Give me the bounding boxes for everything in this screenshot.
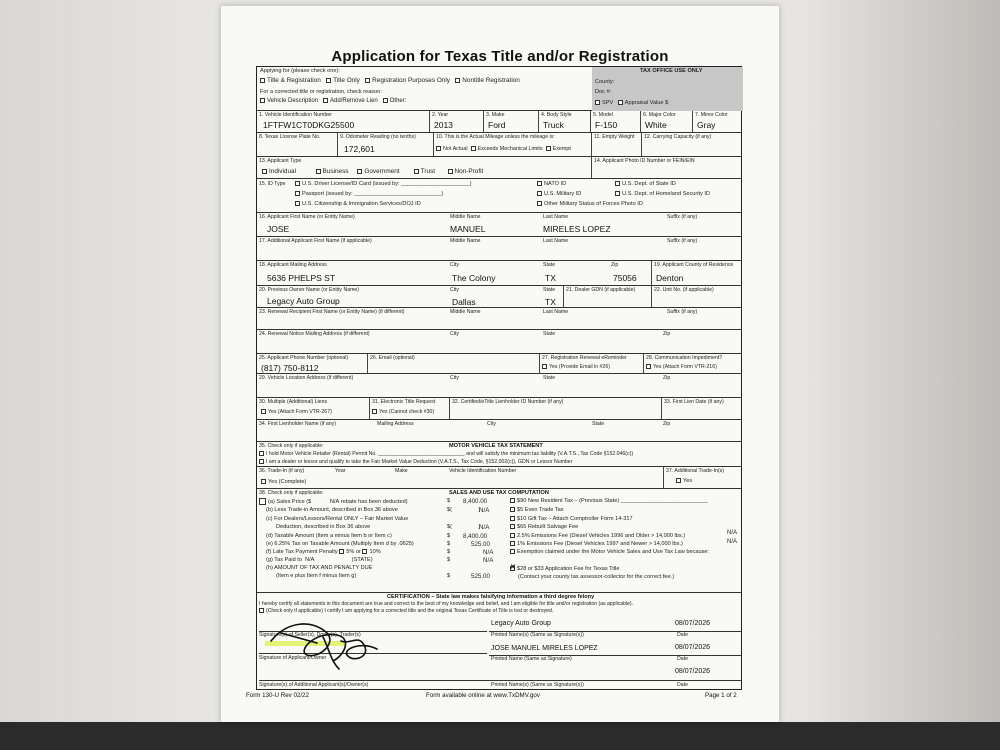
corrected-label: For a corrected title or registration, check reason: (260, 89, 382, 95)
currency-sign: $ (447, 557, 451, 563)
minor-color-label: 7. Minor Color (695, 112, 728, 118)
id-left-0: U.S. Driver License/ID Card (issued by: ______________________) (295, 181, 471, 188)
tax-office-header: TAX OFFICE USE ONLY (640, 68, 703, 74)
checkbox[interactable] (537, 191, 542, 196)
checkbox[interactable] (262, 169, 267, 174)
certification-section (257, 593, 741, 691)
checkbox[interactable] (510, 549, 515, 554)
applying-label: Applying for (please check one): (260, 68, 340, 74)
middle-name-value: MANUEL (450, 224, 486, 234)
capacity-label: 12. Carrying Capacity (if any) (644, 134, 712, 140)
plate-label: 8. Texas License Plate No. (259, 134, 321, 140)
suffix-label: Suffix (if any) (667, 214, 698, 220)
mvts-title: MOTOR VEHICLE TAX STATEMENT (449, 443, 543, 449)
emission-fee-1: N/A (727, 530, 738, 536)
county-label: 19. Applicant County of Residence (654, 262, 734, 268)
date-label: Date (677, 656, 688, 662)
checkbox[interactable] (372, 409, 377, 414)
page-title: Application for Texas Title and/or Registration (331, 48, 669, 65)
checkbox[interactable] (260, 98, 265, 103)
year-label: 2. Year (432, 112, 449, 118)
electronic-title-label: 31. Electronic Title Request (372, 399, 436, 405)
id-right-1: U.S. Dept. of Homeland Security ID (615, 191, 710, 198)
major-color-label: 6. Major Color (643, 112, 676, 118)
emission-fee-2: N/A (727, 539, 738, 545)
certification-title: CERTIFICATION – State law makes falsifying information a third degree felony (387, 594, 595, 600)
sales-line-h2: (Item e plus Item f minus Item g) (276, 573, 357, 579)
applicant-printed-name: JOSE MANUEL MIRELES LOPEZ (491, 645, 598, 652)
last-name-label: Last Name (543, 309, 569, 315)
checkbox[interactable] (546, 146, 551, 151)
trade-vin-label: Vehicle Identification Number (449, 468, 517, 474)
additional-trade-label: 37. Additional Trade-In(s) (666, 468, 724, 474)
first-lienholder-label: 34. First Lienholder Name (if any) (259, 421, 336, 427)
model-label: 5. Model (593, 112, 613, 118)
mailing-label: 18. Applicant Mailing Address (259, 262, 327, 268)
first-lien-date-label: 33. First Lien Date (if any) (664, 399, 724, 405)
state-label: State (543, 375, 556, 381)
vin-value: 1FTFW1CT0DKG25500 (263, 120, 355, 130)
checkbox[interactable] (260, 78, 265, 83)
id-type-row (257, 179, 741, 213)
sales-tax-title: SALES AND USE TAX COMPUTATION (449, 490, 549, 496)
additional-date: 08/07/2026 (675, 668, 711, 675)
make-value: Ford (488, 120, 506, 130)
year-value: 2013 (434, 120, 453, 130)
make-label: 3. Make (486, 112, 505, 118)
middle-name-label: Middle Name (450, 238, 481, 244)
mvts-row (257, 442, 741, 467)
first-lienholder-row (257, 420, 741, 442)
body-value: Truck (543, 120, 564, 130)
checkbox[interactable] (357, 169, 362, 174)
trade-in-row (257, 467, 741, 489)
checkbox[interactable] (676, 478, 681, 483)
taxable-amount: 8,400.00 (463, 533, 488, 540)
phone-row (257, 354, 741, 374)
model-value: F-150 (595, 120, 618, 130)
printed-name-label-2: Printed Name (Same as Signature) (491, 656, 572, 662)
renewal-recipient-label: 23. Renewal Recipient First Name (or Entity Name) (if different) (259, 309, 405, 315)
printed-name-label: Printed Name(s) (Same as Signature(s)) (491, 632, 584, 638)
checkbox[interactable] (261, 479, 266, 484)
tax-amount: 525.00 (471, 541, 490, 548)
applicant-type-label: 13. Applicant Type (259, 158, 302, 164)
sales-price-amount: 8,400.00 (463, 498, 488, 505)
body-label: 4. Body Style (541, 112, 572, 118)
id-mid-2: Other Military Status of Forces Photo ID (537, 201, 643, 208)
gdn-label: 21. Dealer GDN (if applicable) (566, 287, 636, 293)
mileage-options: Not Actual Exceeds Mechanical Limits Exempt (436, 146, 571, 153)
applicant-signature-label: Signature of Applicant/Owner (259, 655, 327, 661)
checkbox[interactable] (259, 459, 264, 464)
seller-date: 08/07/2026 (675, 620, 711, 627)
multiple-liens-opt: Yes (Attach Form VTR-267) (261, 409, 332, 416)
vin-label: 1. Vehicle Identification Number (259, 112, 332, 118)
checkbox[interactable] (615, 191, 620, 196)
checkbox[interactable] (510, 507, 515, 512)
previous-owner-label: 20. Previous Owner Name (or Entity Name) (259, 287, 360, 293)
suffix-label: Suffix (if any) (667, 309, 698, 315)
city-label: City (487, 421, 496, 427)
tax-doc-label: Doc #: (595, 89, 612, 95)
trade-yes-opt: Yes (Complete) (261, 479, 306, 486)
sales-tax-check-label: 38. Check only if applicable: (259, 490, 324, 496)
last-name-label: Last Name (543, 214, 569, 220)
checkbox[interactable] (326, 78, 331, 83)
applicant-type-row (257, 157, 741, 179)
impediment-label: 28. Communication Impediment? (646, 355, 723, 361)
city-label: City (450, 287, 459, 293)
app-fee-note: (Contact your county tax assessor-collector for the correct fee.) (518, 574, 675, 580)
fee-line-3: $65 Rebuilt Salvage Fee (510, 524, 578, 531)
currency-sign: $ (447, 533, 451, 539)
email-label: 26. Email (optional) (370, 355, 415, 361)
certified-lienholder-label: 32. Certified/eTitle Lienholder ID Number (if any) (452, 399, 564, 405)
sales-line-c2: Deduction, described in Box 36 above (276, 524, 371, 530)
checked-checkbox[interactable] (510, 566, 515, 571)
weight-label: 11. Empty Weight (594, 134, 635, 140)
sales-line-c: (c) For Dealers/Lessors/Rental ONLY – Fair Market Value (266, 516, 409, 522)
currency-sign: $ (447, 549, 451, 555)
checkbox[interactable] (261, 409, 266, 414)
applicant-date: 08/07/2026 (675, 644, 711, 651)
currency-sign: $ (447, 573, 451, 579)
checkbox[interactable] (542, 364, 547, 369)
previous-owner-value: Legacy Auto Group (267, 296, 340, 306)
major-color-value: White (645, 120, 667, 130)
applying-section (257, 67, 741, 111)
id-left-2: U.S. Citizenship & Immigration Services/DOJ ID (295, 201, 421, 208)
checkbox[interactable] (383, 98, 388, 103)
checkbox[interactable] (510, 516, 515, 521)
ereminder-label: 27. Registration Renewal eReminder (542, 355, 627, 361)
checkbox[interactable] (595, 100, 600, 105)
mileage-label: 10. This is the Actual Mileage unless the mileage is: (436, 134, 555, 140)
currency-paren: $( ) (447, 507, 481, 513)
first-name-label: 16. Applicant First Name (or Entity Name) (259, 214, 355, 220)
fmv-amount: N/A (479, 524, 490, 531)
vehicle-row-2 (257, 133, 741, 157)
sales-line-d: (d) Taxable Amount (Item a minus Item b or Item c) (266, 533, 392, 539)
form-130u (256, 66, 742, 690)
page-number: Page 1 of 2 (705, 692, 737, 699)
suffix-label: Suffix (if any) (667, 238, 698, 244)
document-page (221, 6, 779, 722)
checkbox[interactable] (455, 78, 460, 83)
fee-line-4: 2.5% Emissions Fee (Diesel Vehicles 1996 and Older > 14,000 lbs.) (510, 533, 685, 540)
tax-due-amount: 525.00 (471, 573, 490, 580)
sales-line-e: (e) 6.25% Tax on Taxable Amount (Multiply Item d by .0625) (266, 541, 414, 547)
checkbox[interactable] (471, 146, 476, 151)
zip-value: 75056 (613, 273, 637, 283)
fee-line-1: $5 Even Trade Tax (510, 507, 564, 514)
mvts-line2: I am a dealer or lessor and qualify to take the Fair Market Value Deduction (V.A.T.S., Tax Code, §152.002(c)), GDN or Lessor Number (259, 459, 572, 466)
checkbox[interactable] (646, 364, 651, 369)
app-fee-line: ✕$28 or $33 Application Fee for Texas Title (510, 566, 620, 573)
checkbox[interactable] (510, 498, 515, 503)
checkbox[interactable] (339, 549, 344, 554)
trade-year-label: Year (335, 468, 346, 474)
fee-line-5: 1% Emissions Fee (Diesel Vehicles 1997 and Newer > 14,000 lbs.) (510, 541, 683, 548)
id-mid-1: U.S. Military ID (537, 191, 581, 198)
renewal-address-label: 24. Renewal Notice Mailing Address (if different) (259, 331, 370, 337)
city-label: City (450, 331, 459, 337)
applicant-name-row (257, 213, 741, 237)
checkbox[interactable] (618, 100, 623, 105)
spv-row: SPV Appraisal Value $ (595, 100, 668, 107)
checkbox[interactable] (537, 181, 542, 186)
minor-color-value: Gray (697, 120, 716, 130)
middle-name-label: Middle Name (450, 309, 481, 315)
checkbox[interactable] (295, 201, 300, 206)
sales-tax-section (257, 489, 741, 593)
checkbox[interactable] (615, 181, 620, 186)
background-strip (0, 722, 1000, 750)
additional-applicant-row (257, 237, 741, 261)
seller-signature-label: Signature(s) of Seller(s), Donor(s), Trader(s) (259, 632, 361, 638)
vehicle-location-label: 29. Vehicle Location Address (if different) (259, 375, 354, 381)
odometer-label: 9. Odometer Reading (no tenths) (340, 134, 416, 140)
sales-line-b: (b) Less Trade-in Amount, described in Box 36 above (266, 507, 398, 513)
unit-label: 22. Unit No. (if applicable) (654, 287, 714, 293)
checkbox[interactable] (537, 201, 542, 206)
phone-value: (817) 750-8112 (261, 363, 319, 373)
checkbox[interactable] (510, 541, 515, 546)
impediment-opt: Yes (Attach Form VTR-216) (646, 364, 717, 371)
county-value: Denton (656, 273, 684, 283)
form-id: Form 130-U Rev 02/22 (246, 692, 309, 699)
previous-owner-row (257, 286, 741, 308)
state-label: State (543, 262, 556, 268)
zip-label: Zip (663, 375, 671, 381)
odometer-value: 172,601 (344, 144, 375, 154)
city-label: City (450, 375, 459, 381)
sales-line-a: (a) Sales Price ($ N/A rebate has been deducted) (259, 498, 408, 506)
trade-amount: N/A (479, 507, 490, 514)
currency-sign: $ (447, 541, 451, 547)
last-name-value: MIRELES LOPEZ (543, 224, 611, 234)
tax-office-box (592, 67, 743, 111)
trade-in-label: 36. Trade-In (if any) (259, 468, 305, 474)
sales-line-g: (g) Tax Paid to N/A (STATE) (266, 557, 373, 563)
city-label: City (450, 262, 459, 268)
id-mid-0: NATO ID (537, 181, 566, 188)
liens-row (257, 398, 741, 420)
mailing-address: 5636 PHELPS ST (267, 273, 336, 283)
checkbox[interactable] (448, 169, 453, 174)
state-value: TX (545, 273, 556, 283)
ereminder-opt: Yes (Provide Email in #26) (542, 364, 610, 371)
checkbox[interactable] (414, 169, 419, 174)
state-label: State (543, 287, 556, 293)
seller-printed-name: Legacy Auto Group (491, 620, 551, 627)
checkbox[interactable] (365, 78, 370, 83)
mvts-line1: I hold Motor Vehicle Retailer (Rental) Permit No. ______________________________ and will satisfy the minimum tax liability (V.A.T.S., Tax Code §152.046(c)) (259, 451, 633, 458)
checkbox[interactable] (259, 451, 264, 456)
zip-label: Zip (611, 262, 619, 268)
date-label: Date (677, 682, 688, 688)
certification-line1: I hereby certify all statements in this document are true and correct to the best of my knowledge and belief, and I am eligible for title and/or registration (as applicable). (259, 601, 634, 607)
checkbox[interactable] (259, 498, 266, 505)
checkbox[interactable] (323, 98, 328, 103)
mvts-check-label: 35. Check only if applicable: (259, 443, 324, 449)
corrected-options: Vehicle Description Add/Remove Lien Other: (260, 98, 406, 105)
renewal-recipient-row (257, 308, 741, 330)
tax-county-label: County: (595, 79, 615, 85)
additional-trade-opt: Yes (676, 478, 692, 485)
certification-line2: (Check only if applicable) I certify I am applying for a corrected title and the original Texas Certificate of Title is lost or destroyed. (259, 608, 553, 615)
id-left-1: Passport (issued by: ____________________________) (295, 191, 443, 198)
currency-sign: $ (447, 498, 451, 504)
sales-line-h: (h) AMOUNT OF TAX AND PENALTY DUE (266, 565, 373, 571)
vehicle-location-row (257, 374, 741, 398)
applicant-type-options: Individual Business Government Trust Non-Profit (262, 168, 483, 175)
checkbox[interactable] (510, 524, 515, 529)
mailing-row (257, 261, 741, 286)
lien-mailing-label: Mailing Address (377, 421, 414, 427)
fee-line-2: $10 Gift Tax – Attach Comptroller Form 14-317 (510, 516, 633, 523)
photo-id-label: 14. Applicant Photo ID Number or FEIN/EIN (594, 158, 695, 164)
checkbox[interactable] (316, 169, 321, 174)
last-name-label: Last Name (543, 238, 569, 244)
renewal-address-row (257, 330, 741, 354)
checkbox[interactable] (436, 146, 441, 151)
checkbox[interactable] (295, 191, 300, 196)
first-name-value: JOSE (267, 224, 290, 234)
id-type-label: 15. ID Type (259, 181, 286, 187)
fee-line-0: $90 New Resident Tax – (Previous State) ____________________________ (510, 498, 708, 505)
printed-name-label-3: Printed Name(s) (Same as Signature(s)) (491, 682, 584, 688)
checkbox[interactable] (510, 533, 515, 538)
electronic-title-opt: Yes (Cannot check #30) (372, 409, 434, 416)
trade-make-label: Make (395, 468, 408, 474)
phone-label: 25. Applicant Phone Number (optional) (259, 355, 349, 361)
checkbox[interactable] (362, 549, 367, 554)
form-online-text: Form available online at www.TxDMV.gov (426, 692, 540, 699)
handwritten-signature (267, 611, 387, 673)
currency-paren: $( ) (447, 524, 481, 530)
checkbox[interactable] (295, 181, 300, 186)
applying-options: Title & Registration Title Only Registration Purposes Only Nontitle Registration (260, 77, 520, 84)
vehicle-row (257, 111, 741, 133)
sales-line-f: (f) Late Tax Payment Penalty 5% or 10% (266, 549, 381, 555)
state-label: State (592, 421, 605, 427)
previous-owner-state: TX (545, 297, 556, 307)
tax-paid-amount: N/A (483, 557, 494, 564)
city-value: The Colony (452, 273, 496, 283)
zip-label: Zip (663, 421, 671, 427)
middle-name-label: Middle Name (450, 214, 481, 220)
additional-applicant-label: 17. Additional Applicant First Name (if applicable) (259, 238, 372, 244)
penalty-amount: N/A (483, 549, 494, 556)
checkbox[interactable] (259, 608, 264, 613)
multiple-liens-label: 30. Multiple (Additional) Liens (259, 399, 328, 405)
zip-label: Zip (663, 331, 671, 337)
previous-owner-city: Dallas (452, 297, 476, 307)
additional-signature-line (259, 680, 741, 681)
id-right-0: U.S. Dept. of State ID (615, 181, 676, 188)
state-label: State (543, 331, 556, 337)
date-label: Date (677, 632, 688, 638)
fee-line-6: Exemption claimed under the Motor Vehicle Sales and Use Tax Law because: (510, 549, 709, 556)
additional-signature-label: Signature(s) of Additional Applicant(s)/Owner(s) (259, 682, 369, 688)
